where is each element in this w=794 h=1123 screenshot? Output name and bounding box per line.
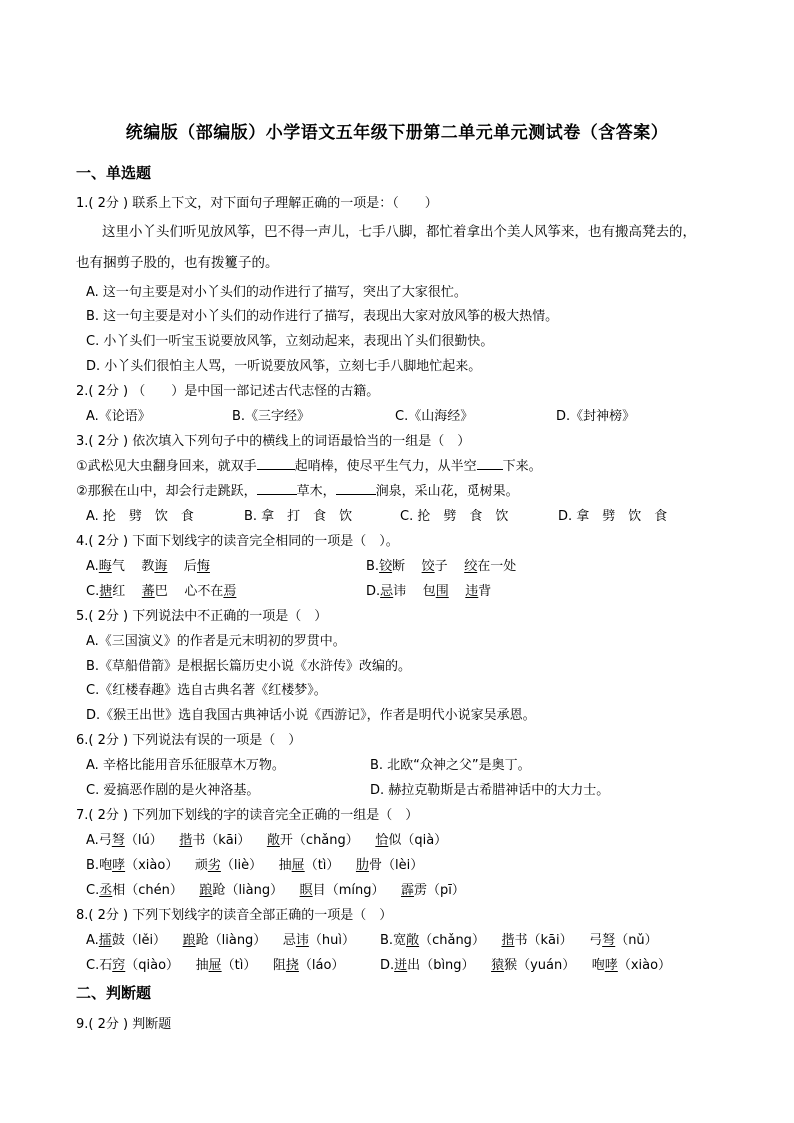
q7-a-underlined-2: 揩 [179,833,193,848]
q8-b-pinyin-2: （kāi） [527,933,573,948]
q8-a-pinyin-1: （lěi） [124,933,167,948]
q4-c-text-1: 红 [112,584,126,599]
q4-option-b [366,557,516,577]
q4-a-underlined-3: 悔 [196,559,210,574]
q4-b-underlined-3: 绞 [464,559,478,574]
q8-c-underlined-1: 窍 [112,958,126,973]
q2-option-b: B.《三字经》 [232,409,311,424]
q7-b-pinyin-4: （lèi） [381,858,424,873]
q1-stem: 1.( 2分 ) 联系上下文，对下面句子理解正确的一项是：（ ） [76,196,438,211]
q8-option-b [380,931,658,951]
q3-option-c: C. 抡 劈 食 饮 [400,509,509,524]
q6-stem: 6.( 2分 ) 下列说法有误的一项是（ ） [76,733,302,748]
q4-option-a [86,557,210,577]
q7-a-pinyin-3: （chǎng） [292,833,359,848]
q8-a-underlined-1: 擂 [98,933,112,948]
q5-option-b: B.《草船借箭》是根据长篇历史小说《水浒传》改编的。 [86,659,412,674]
section-true-false: 二、判断题 [76,984,152,1002]
q8-a-text-1: 鼓 [111,933,125,948]
q7-b-text-1: 咆 [99,858,113,873]
q4-a-underlined-1: 晦 [98,559,112,574]
q3-option-b: B. 拿 打 食 饮 [244,509,353,524]
q3-blank-1 [257,457,295,470]
q8-option-c [86,956,344,976]
q7-b-underlined-4: 肋 [355,858,369,873]
q8-c-pinyin-1: （qiào） [125,958,180,973]
q4-d-text-2: 包 [422,584,436,599]
q3-s2-part-a: ②那猴在山中，却会行走跳跃， [76,484,257,499]
q7-a-underlined-3: 敞 [266,833,280,848]
q7-c-text-3: 目 [312,883,326,898]
q8-d-label: D. [380,958,395,973]
q7-a-text-3: 开 [279,833,293,848]
q4-a-underlined-2: 诲 [154,559,168,574]
q8-b-text-2: 书 [514,933,528,948]
q7-b-underlined-3: 屉 [291,858,305,873]
q7-b-underlined-2: 劣 [207,858,221,873]
q4-stem: 4.( 2分 ) 下面下划线字的读音完全相同的一项是（ ）。 [76,534,399,549]
q7-c-underlined-4: 霹 [401,883,415,898]
q7-b-pinyin-3: （tì） [304,858,340,873]
q8-stem: 8.( 2分 ) 下列下划线字的读音全部正确的一项是（ ） [76,908,393,923]
q7-c-text-4: 雳 [414,883,428,898]
q8-b-underlined-2: 揩 [501,933,515,948]
q8-d-pinyin-3: （xiào） [617,958,672,973]
q7-b-text-4: 骨 [368,858,382,873]
q4-a-label: A. [86,559,99,574]
q4-d-text-3: 背 [478,584,492,599]
q2-option-a: A.《论语》 [86,409,151,424]
q1-passage-1: 这里小丫头们听见放风筝，巴不得一声儿，七手八脚，都忙着拿出个美人风筝来，也有搬高凳去的， [102,224,696,240]
q4-b-text-2: 子 [434,559,448,574]
q8-d-text-2: 猴 [504,958,518,973]
q1-option-c: C. 小丫头们一听宝玉说要放风筝，立刻动起来，表现出丫头们很勤快。 [86,334,494,349]
q4-option-d [366,582,491,602]
q3-s1-part-b: 起哨棒，使尽平生气力，从半空 [294,459,477,474]
q1-option-b: B. 这一句主要是对小丫头们的动作进行了描写，表现出大家对放风筝的极大热情。 [86,309,559,324]
q7-c-pinyin-3: （míng） [325,883,385,898]
q4-b-underlined-1: 铰 [379,559,393,574]
q7-a-text-1: 弓 [98,833,112,848]
q8-d-text-1: 出 [407,958,421,973]
q3-s1-part-c: 下来。 [502,459,542,474]
q3-blank-4 [336,482,376,495]
q8-a-text-3: 忌 [282,933,296,948]
q5-stem: 5.( 2分 ) 下列说法中不正确的一项是（ ） [76,609,328,624]
q7-b-text-3: 抽 [278,858,292,873]
q7-c-underlined-3: 瞑 [299,883,313,898]
q8-d-underlined-2: 猿 [491,958,505,973]
q7-c-underlined-2: 踉 [199,883,213,898]
q7-option-b [86,856,423,876]
q7-a-pinyin-1: （lú） [124,833,163,848]
q4-c-text-2: 巴 [154,584,168,599]
q7-b-text-2: 顽 [194,858,208,873]
q7-c-text-2: 跄 [212,883,226,898]
q4-a-text-3: 后 [183,559,197,574]
q3-stem: 3.( 2分 ) 依次填入下列句子中的横线上的词语最恰当的一组是（ ） [76,434,471,449]
q8-a-text-2: 跄 [195,933,209,948]
q1-option-d: D. 小丫头们很怕主人骂，一听说要放风筝，立刻七手八脚地忙起来。 [86,359,482,374]
q8-d-pinyin-2: （yuán） [517,958,576,973]
q8-d-text-3: 咆 [591,958,605,973]
q4-b-text-1: 断 [392,559,406,574]
q4-d-label: D. [366,584,381,599]
q8-d-pinyin-1: （bìng） [420,958,475,973]
q7-a-underlined-1: 弩 [111,833,125,848]
q8-b-underlined-3: 弩 [602,933,616,948]
q8-c-pinyin-3: （láo） [298,958,345,973]
q7-a-underlined-4: 恰 [375,833,389,848]
q7-a-label: A. [86,833,99,848]
q8-option-d [380,956,671,976]
q3-s2-part-b: 草木， [296,484,336,499]
q1-passage-2: 也有捆剪子股的，也有拨籰子的。 [76,255,279,271]
q4-b-label: B. [366,559,380,574]
q7-option-c [86,881,465,901]
q3-s1-part-a: ①武松见大虫翻身回来，就双手 [76,459,257,474]
q8-a-label: A. [86,933,99,948]
q4-b-underlined-2: 饺 [421,559,435,574]
q6-option-c: C. 爱搞恶作剧的是火神洛基。 [86,783,260,798]
q5-option-d: D.《猴王出世》选自我国古典神话小说《西游记》，作者是明代小说家吴承恩。 [86,708,536,723]
q8-c-text-2: 抽 [195,958,209,973]
q8-a-underlined-2: 踉 [182,933,196,948]
q5-option-c: C.《红楼春趣》选自古典名著《红楼梦》。 [86,683,327,698]
q8-b-text-1: 宽 [393,933,407,948]
exam-title: 统编版（部编版）小学语文五年级下册第二单元单元测试卷（含答案） [125,123,669,143]
q6-option-d: D. 赫拉克勒斯是古希腊神话中的大力士。 [370,783,610,798]
q6-option-a: A. 辛格比能用音乐征服草木万物。 [86,758,285,773]
q8-option-a [86,931,355,951]
q8-b-text-3: 弓 [589,933,603,948]
q4-c-underlined-3: 焉 [223,584,237,599]
q7-c-label: C. [86,883,100,898]
q4-c-text-3: 心不在 [184,584,224,599]
q8-b-pinyin-1: （chǎng） [419,933,485,948]
q4-d-underlined-2: 围 [435,584,449,599]
q1-option-a: A. 这一句主要是对小丫头们的动作进行了描写，突出了大家很忙。 [86,285,467,300]
q8-c-text-3: 阻 [272,958,286,973]
q9-stem: 9.( 2分 ) 判断题 [76,1017,172,1032]
q3-sentence-1 [76,457,542,477]
q3-option-d: D. 拿 劈 饮 食 [558,509,668,524]
q4-c-label: C. [86,584,100,599]
q5-option-a: A.《三国演义》的作者是元末明初的罗贯中。 [86,634,346,649]
section-single-choice: 一、单选题 [76,164,152,182]
q8-c-underlined-3: 挠 [285,958,299,973]
q8-b-underlined-1: 敞 [406,933,420,948]
q7-c-pinyin-2: （liàng） [225,883,284,898]
q2-option-d: D.《封神榜》 [556,409,636,424]
q4-b-text-3: 在一处 [477,559,517,574]
q7-b-label: B. [86,858,100,873]
q8-d-underlined-3: 哮 [604,958,618,973]
q4-a-text-2: 教 [141,559,155,574]
q8-d-underlined-1: 迸 [394,958,408,973]
q7-option-a [86,831,447,851]
q7-b-pinyin-1: （xiào） [125,858,179,873]
q7-c-underlined-1: 丞 [99,883,113,898]
q4-c-underlined-1: 搪 [99,584,113,599]
q4-c-underlined-2: 蕃 [141,584,155,599]
q8-c-underlined-2: 屉 [208,958,222,973]
q8-a-pinyin-2: （liàng） [208,933,267,948]
q8-b-pinyin-3: （nǔ） [615,933,658,948]
q7-a-pinyin-2: （kāi） [205,833,251,848]
q7-a-text-2: 书 [192,833,206,848]
q7-stem: 7.( 2分 ) 下列加下划线的字的读音完全正确的一组是（ ） [76,808,419,823]
q7-a-pinyin-4: （qià） [401,833,448,848]
q4-option-c [86,582,236,602]
q2-stem: 2.( 2分 ) （ ）是中国一部记述古代志怪的古籍。 [76,384,380,399]
q7-c-text-1: 相 [112,883,126,898]
q8-c-label: C. [86,958,100,973]
q4-a-text-1: 气 [111,559,125,574]
q8-c-pinyin-2: （tì） [221,958,257,973]
q8-a-underlined-3: 讳 [295,933,309,948]
q7-b-pinyin-2: （liè） [220,858,263,873]
q4-d-text-1: 讳 [393,584,407,599]
q8-b-label: B. [380,933,394,948]
q8-a-pinyin-3: （huì） [308,933,355,948]
q3-s2-part-c: 涧泉，采山花，觅树果。 [375,484,519,499]
q3-option-a: A. 抡 劈 饮 食 [86,509,194,524]
q3-sentence-2 [76,482,519,502]
q7-c-pinyin-4: （pī） [427,883,465,898]
q4-d-underlined-3: 违 [465,584,479,599]
q7-c-pinyin-1: （chén） [125,883,183,898]
q8-c-text-1: 石 [99,958,113,973]
q7-a-text-4: 似 [388,833,402,848]
q6-option-b: B. 北欧“众神之父”是奥丁。 [370,758,531,773]
q3-blank-3 [257,482,297,495]
q3-blank-2 [477,457,503,470]
q4-d-underlined-1: 忌 [380,584,394,599]
q7-b-underlined-1: 哮 [112,858,126,873]
q2-option-c: C.《山海经》 [395,409,474,424]
